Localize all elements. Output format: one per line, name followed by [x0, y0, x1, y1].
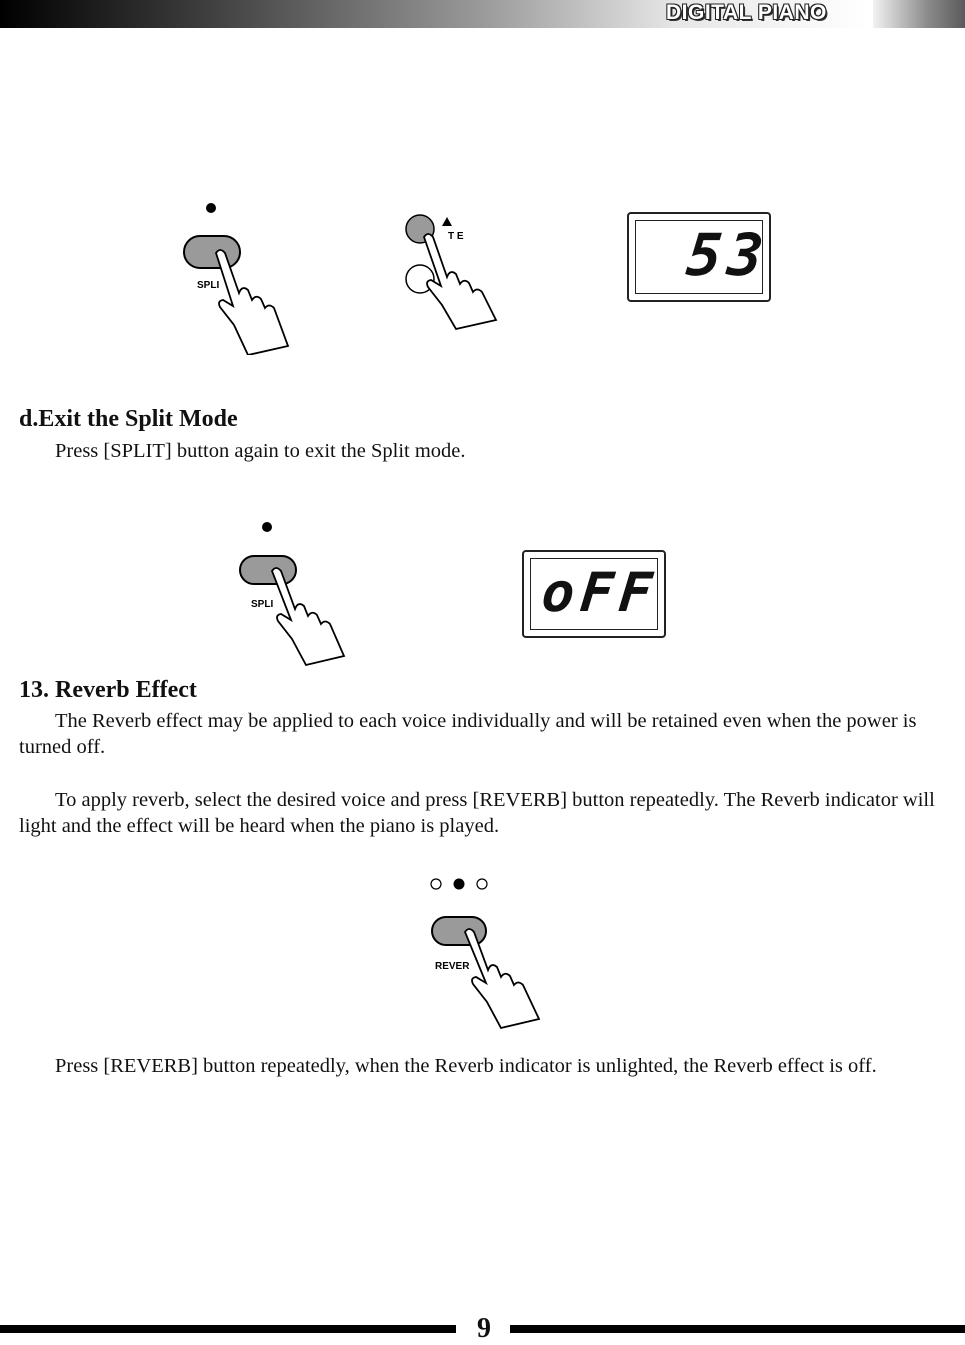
reverb-heading: 13. Reverb Effect — [19, 677, 197, 703]
pressing-hand-icon — [424, 234, 496, 329]
pressing-hand-icon — [216, 250, 288, 355]
split-button-figure-2 — [236, 515, 366, 670]
footer-bar-right — [510, 1325, 965, 1333]
footer-bar-left — [0, 1325, 456, 1333]
exit-split-text: Press [SPLIT] button again to exit the Split mode. — [55, 440, 466, 462]
header-end-block — [873, 0, 965, 28]
pressing-hand-icon — [465, 929, 539, 1028]
exit-split-heading: d.Exit the Split Mode — [19, 406, 238, 432]
led-display-53 — [627, 212, 771, 302]
reverb-para-1: The Reverb effect may be applied to each voice individually and will be retained even when the power is turned off. — [19, 710, 917, 758]
split-button-label: SPLI — [197, 280, 220, 291]
led-display-off — [522, 550, 666, 638]
split-button-icon — [240, 556, 296, 584]
reverb-indicator-off-icon — [477, 879, 487, 889]
reverb-para-3: Press [REVERB] button repeatedly, when the Reverb indicator is unlighted, the Reverb effect is off. — [55, 1055, 877, 1077]
header-title: DIGITAL PIANO — [666, 1, 827, 24]
up-arrow-icon — [442, 217, 452, 226]
value-buttons-figure — [400, 205, 520, 335]
split-indicator-led-icon — [262, 522, 272, 532]
split-button-icon — [184, 236, 240, 268]
page-number: 9 — [477, 1313, 491, 1344]
tempo-label: T E — [448, 231, 464, 242]
split-button-figure — [180, 195, 310, 355]
display-value: 53 — [683, 221, 773, 289]
split-button-label: SPLI — [251, 599, 274, 610]
reverb-indicator-on-icon — [454, 879, 465, 890]
pressing-hand-icon — [272, 568, 344, 665]
split-indicator-led-icon — [206, 203, 216, 213]
reverb-indicator-off-icon — [431, 879, 441, 889]
display-value: oFF — [538, 561, 661, 624]
reverb-button-figure — [425, 872, 555, 1032]
reverb-button-label: REVER — [435, 961, 470, 972]
reverb-para-2: To apply reverb, select the desired voice and press [REVERB] button repeatedly. The Reverb indicator will light and the effect will be heard when the piano is played. — [19, 789, 935, 837]
header-bar — [0, 0, 965, 28]
